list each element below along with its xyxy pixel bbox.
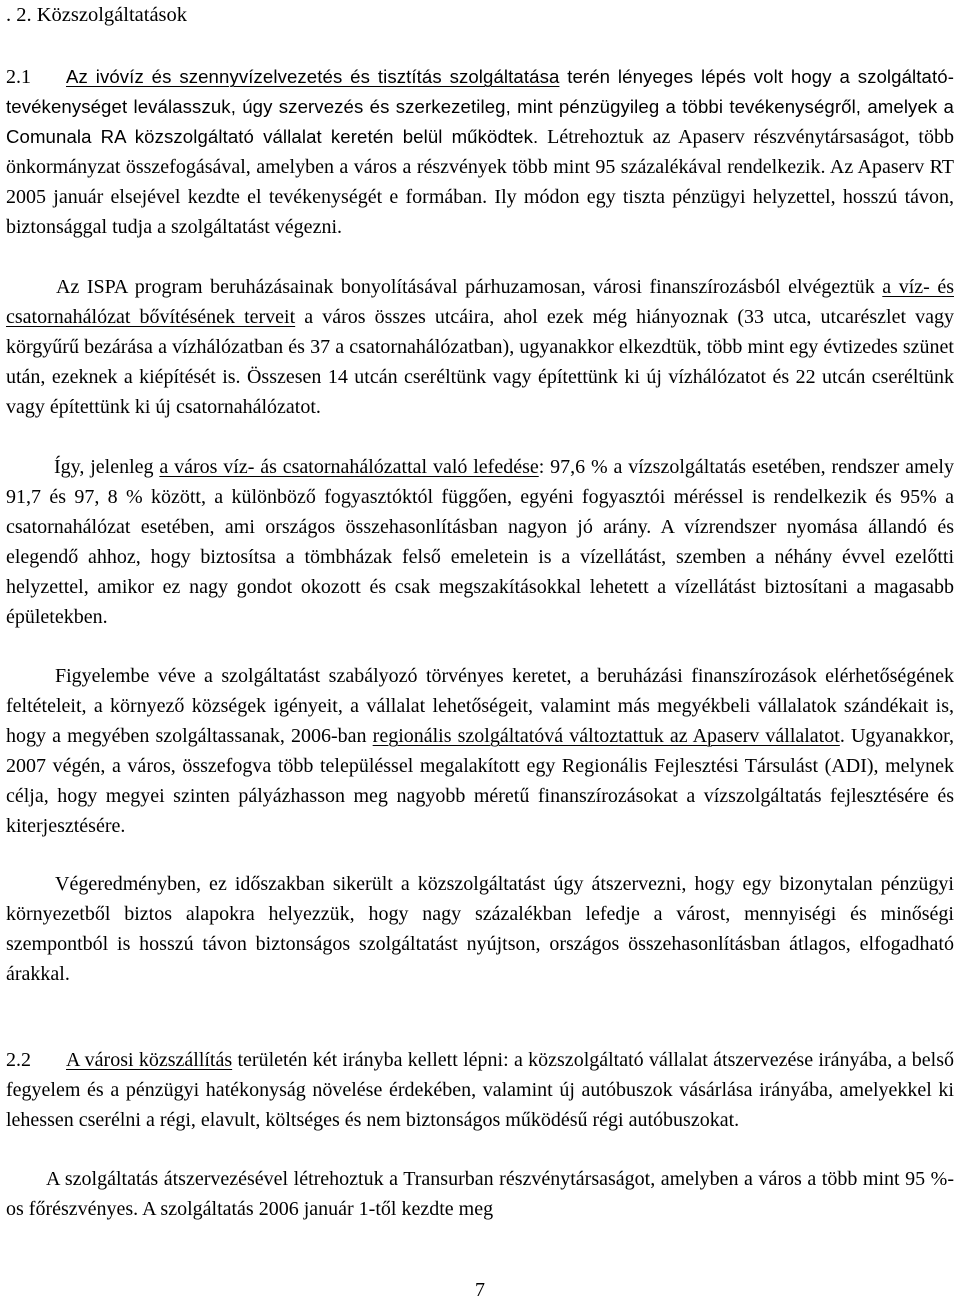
paragraph-regional-after: . Ugyanakkor, 2007 végén, a város, összefogva több településsel megalakított egy Regionális Fejlesztési Társulást (ADI), melynek célja, hogy megyei szinten pályázhasson meg nagyobb méretű finanszírozásokat a vízszolgáltatás fejlesztésére és kiterjesztésére. [6,725,954,837]
link-network-coverage: a város víz- ás csatornahálózattal való lefedése [159,456,539,478]
paragraph-regional [6,661,954,841]
page-number: 7 [475,1279,485,1301]
section-title-2-2: A városi közszállítás [66,1049,233,1071]
paragraph-coverage-after: : 97,6 % a vízszolgáltatás esetében, rendszer amely 91,7 és 97, 8 % között, a különböző fogyasztóktól függően, egyéni fogyasztói méréssel is rendelkezik és 95% a csatornahálózat esetében, ami országos összehasonlításban nagyon jó arány. A vízrendszer nyomása állandó és elegendő ahhoz, hogy biztosítsa a tömbházak felső emeletein is a vízellátást, szemben a néhány évvel ezelőtti helyzettel, amikor ez nagy gondot okozott és csak megszakításokkal lehetett a vízellátást biztosítani a magasabb épületekben. [6,456,954,628]
paragraph-2-2 [6,1045,954,1135]
paragraph-coverage [6,452,954,632]
paragraph-regional-before: Figyelembe véve a szolgáltatást szabályozó törvényes keretet, a beruházási finanszírozások elérhetőségének feltételeit, a környező községek igényeit, a vállalat lehetőségeit, valamint más megyékbeli vállalatok szándékait is, hogy a megyében szolgáltassanak, 2006-ban [6,665,954,747]
paragraph-coverage-before: Így, jelenleg [54,456,160,478]
paragraph-summary: Végeredményben, ez időszakban sikerült a közszolgáltatást úgy átszervezni, hogy egy bizonytalan pénzügyi környezetből biztos alapokra helyezzük, hogy nagy százalékban lefedje a várost, mennyiségi és minőségi szempontból is hosszú távon biztonságos szolgáltatást nyújtson, országos összehasonlításban átlagos, elfogadható árakkal. [6,873,954,985]
paragraph-transurban: A szolgáltatás átszervezésével létrehoztuk a Transurban részvénytársaságot, amelyben a város a több mint 95 %-os főrészvényes. A szolgáltatás 2006 január 1-től kezdte meg [6,1168,954,1220]
paragraph-2-2-text: területén két irányba kellett lépni: a közszolgáltató vállalat átszervezése irányába, a belső fegyelem és a pénzügyi hatékonyság növelése érdekében, valamint új autóbuszok vásárlása irányába, amelyekkel ki lehessen cserélni a régi, elavult, költséges és nem biztonságos működésű régi autóbuszokat. [6,1049,954,1131]
paragraph-ispa-before: Az ISPA program beruházásainak bonyolításával párhuzamosan, városi finanszírozásból elvégeztük [56,276,883,298]
paragraph-ispa-after: a város összes utcáira, ahol ezek még hiányoznak (33 utca, utcarészlet vagy körgyűrű bezárása a vízhálózatban és 37 a csatornahálózatban), ugyanakkor elkezdtük, több mint egy évtizedes szünet után, ezeknek a kiépítését is. Összesen 14 utcán cseréltünk vagy építettünk ki új vízhálózatot és 22 utcán cseréltünk vagy építettünk ki új csatornahálózatot. [6,306,954,418]
paragraph-2-1-text-b: Létrehoztuk az Apaserv részvénytársaságot, több önkormányzat összefogásával, amelyben a város a részvények több mint 95 százalékával rendelkezik. Az Apaserv RT 2005 január elsejével kezdte el tevékenységét e formában. Ily módon egy tiszta pénzügyi helyzettel, hosszú távon, biztonsággal tudja a szolgáltatást végezni. [6,126,954,238]
paragraph-2-1-text-a: terén lényeges lépés volt hogy a szolgáltató- tevékenységet leválasszuk, úgy szervezés és szerkezetileg, mint pénzügyileg a többi tevékenységről, amelyek a Comunala RA közszolgáltató vállalat keretén belül működtek. [6,66,954,147]
section-heading: . 2. Közszolgáltatások [6,4,188,26]
section-title-2-1: Az ivóvíz és szennyvízelvezetés és tisztítás szolgáltatása [66,66,560,87]
section-number-2-1: 2.1 [6,66,31,88]
paragraph-2-1 [6,62,954,242]
section-number-2-2: 2.2 [6,1049,31,1071]
paragraph-ispa [6,272,954,422]
link-regional-provider: regionális szolgáltatóvá változtattuk az Apaserv vállalatot [372,725,840,747]
link-network-plans: a víz- és csatornahálózat bővítésének terveit [6,276,954,328]
